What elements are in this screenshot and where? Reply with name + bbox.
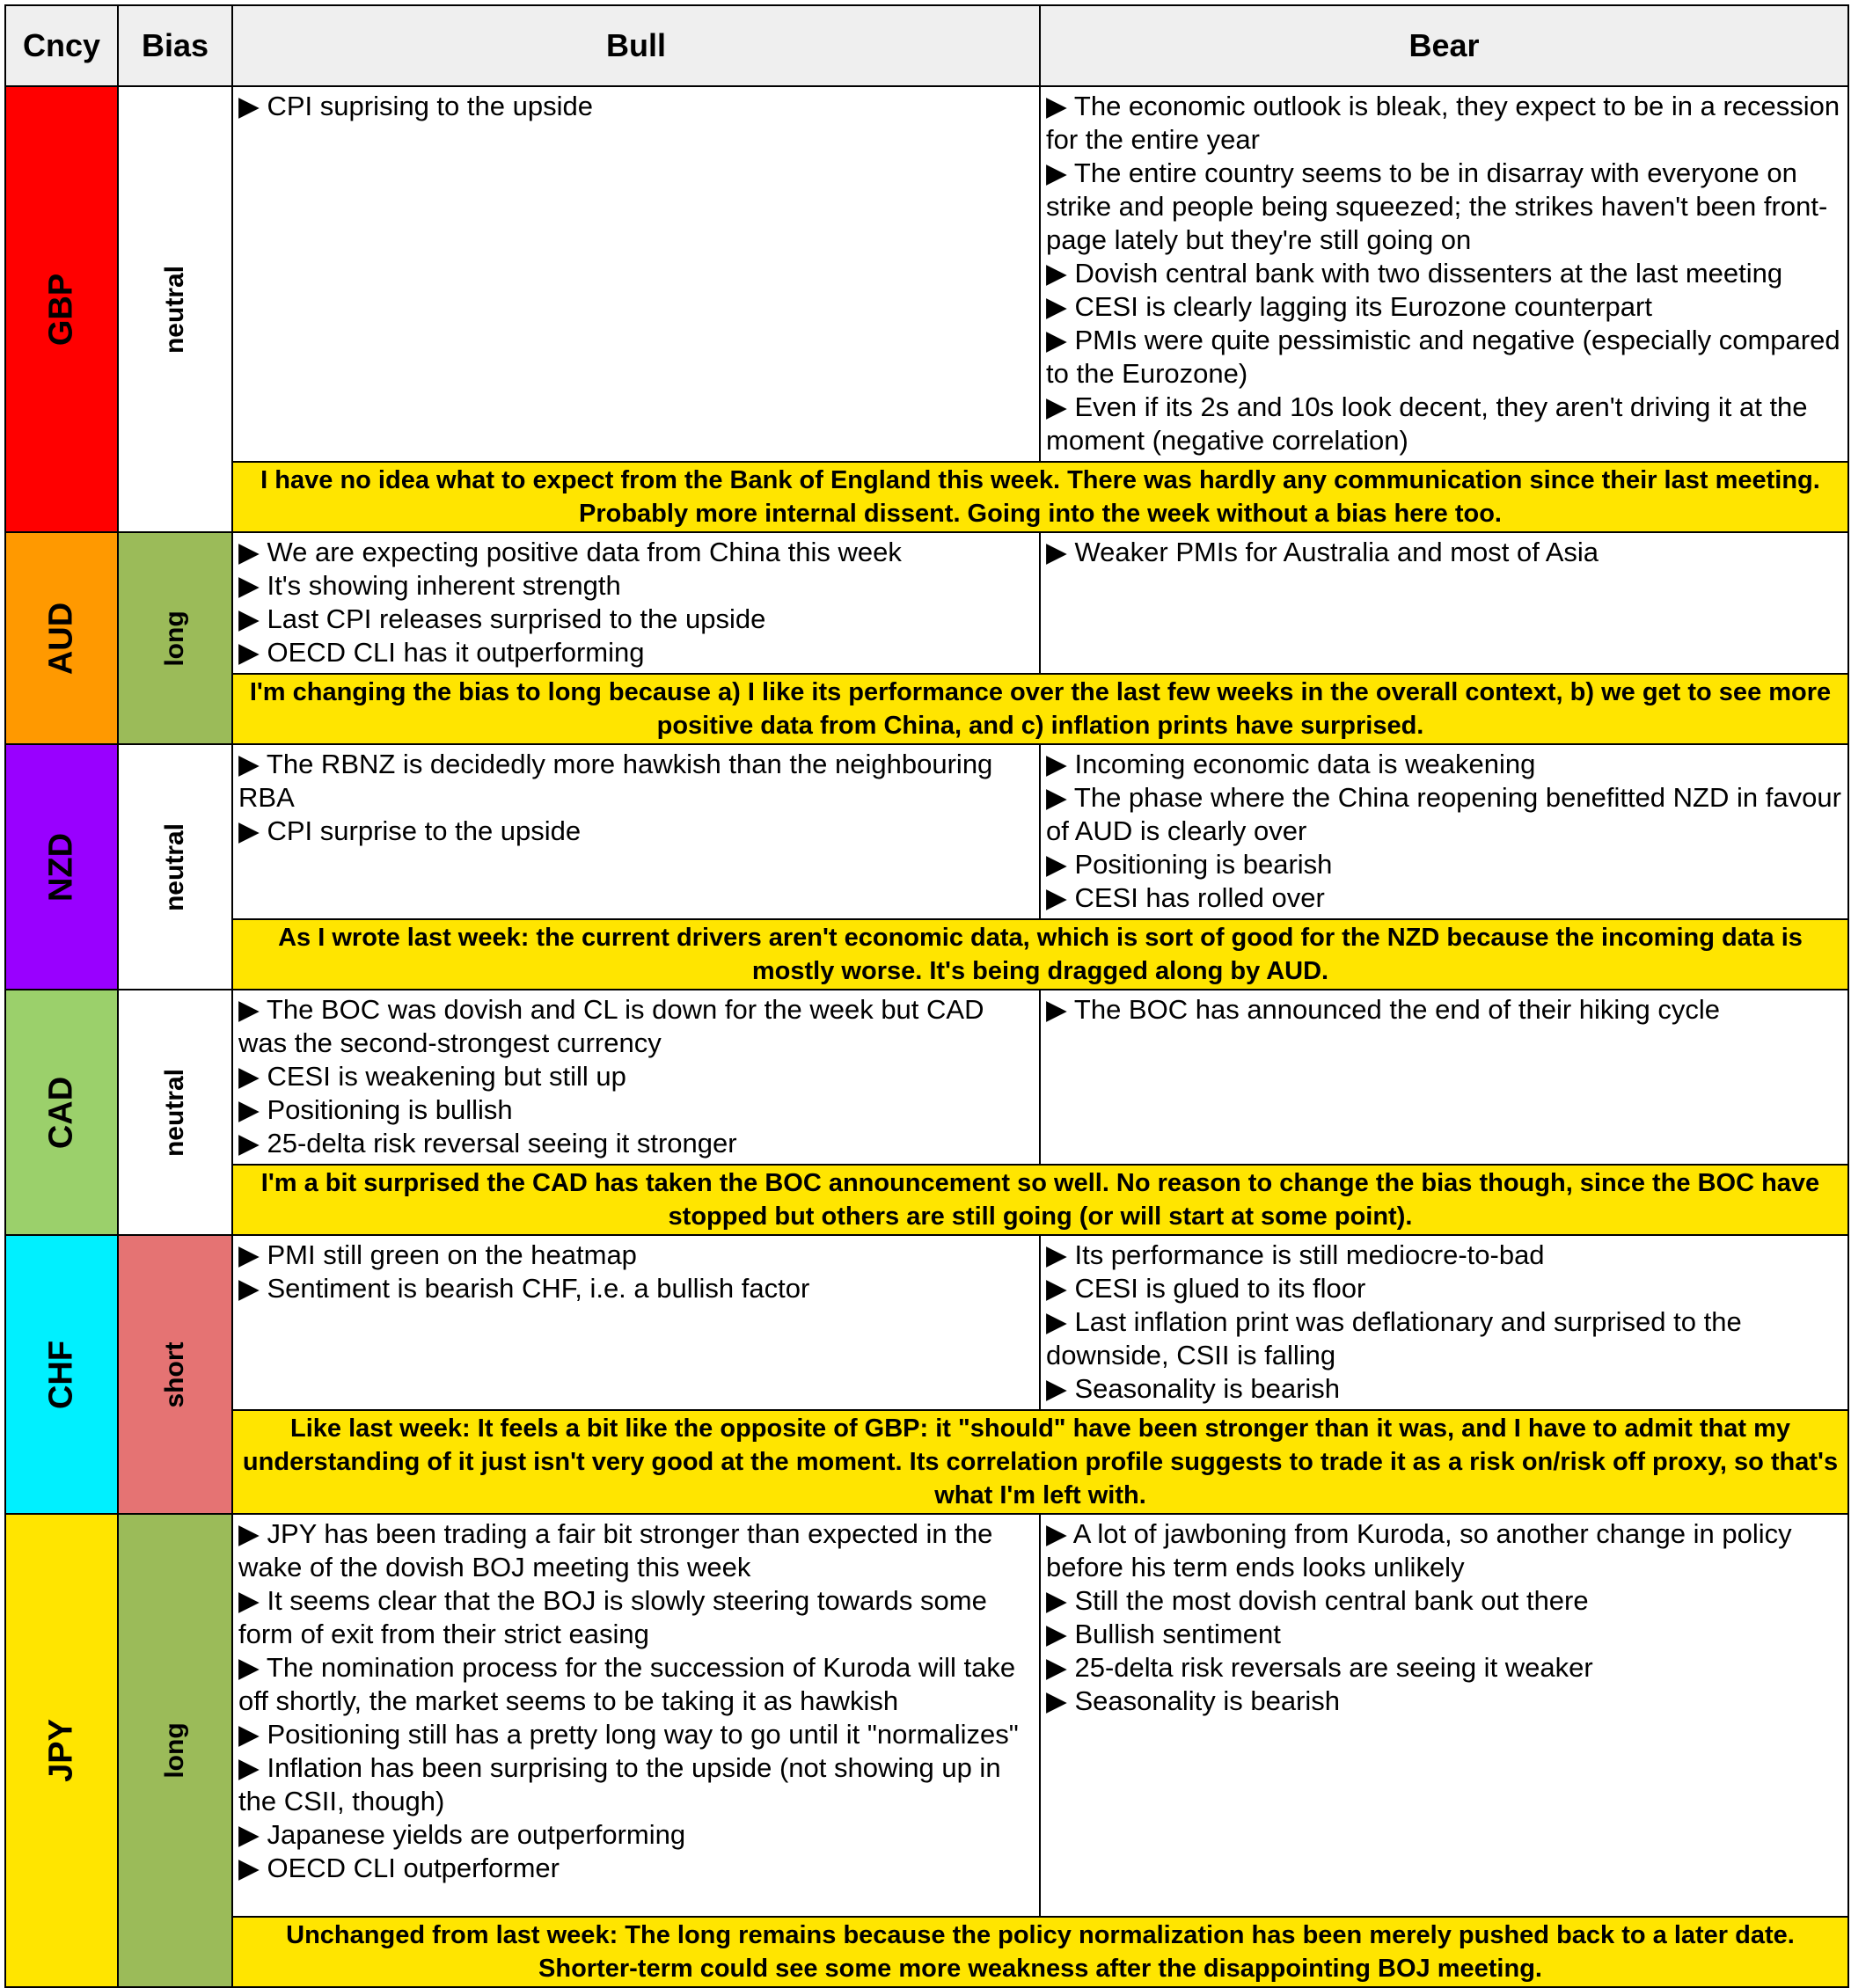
point-text: The phase where the China reopening benefitted NZD in favour of AUD is clearly over [1046,782,1841,846]
point-item [238,569,1035,603]
point-item [1046,848,1844,881]
point-text: The economic outlook is bleak, they expect to be in a recession for the entire year [1046,91,1840,155]
bullet-arrow-icon: ▶ [1046,1306,1067,1337]
point-text: The BOC has announced the end of their hiking cycle [1073,994,1721,1025]
bullet-arrow-icon: ▶ [238,570,260,601]
bias-value: long [160,610,189,667]
point-text: Sentiment is bearish CHF, i.e. a bullish factor [267,1273,810,1304]
point-text: Last inflation print was deflationary and surprised to the downside, CSII is falling [1046,1306,1742,1370]
point-item [238,90,1035,123]
bear-points [1040,990,1848,1165]
bullet-arrow-icon: ▶ [1046,1585,1067,1616]
point-text: Positioning is bullish [267,1094,513,1125]
point-item [1046,1517,1844,1584]
currency-cell [5,990,118,1235]
point-item [238,1272,1035,1305]
currency-code: CHF [42,1340,80,1409]
currency-cell [5,532,118,744]
bear-points [1040,532,1848,674]
point-text: PMIs were quite pessimistic and negative (especially compared to the Eurozone) [1046,325,1840,389]
point-text: 25-delta risk reversal seeing it stronger [267,1128,737,1158]
point-text: 25-delta risk reversals are seeing it weaker [1074,1652,1593,1683]
point-item [1046,290,1844,324]
point-item [1046,1618,1844,1651]
summary-note: I have no idea what to expect from the Bank of England this week. There was hardly any communication since their last meeting. Probably more internal dissent. Going into the week without a bias here too. [232,462,1848,532]
bullet-arrow-icon: ▶ [1046,157,1067,188]
bullet-arrow-icon: ▶ [1046,1273,1067,1304]
point-item [1046,993,1844,1027]
bias-cell [118,1235,232,1514]
bullet-arrow-icon: ▶ [238,1061,260,1092]
bull-points [232,744,1040,919]
point-item [238,1852,1035,1885]
bull-points [232,990,1040,1165]
bullet-arrow-icon: ▶ [238,637,260,668]
bullet-arrow-icon: ▶ [238,537,260,567]
bear-points [1040,744,1848,919]
bullet-arrow-icon: ▶ [238,994,260,1025]
bias-cell [118,1514,232,1987]
point-item [238,1127,1035,1160]
currency-code: JPY [42,1719,80,1782]
point-text: CESI has rolled over [1074,882,1325,913]
currency-row-cad [5,990,1848,1165]
point-item [1046,881,1844,915]
point-text: CPI surprise to the upside [267,815,582,846]
bias-value: short [160,1341,189,1407]
header-bull: Bull [232,5,1040,86]
bullet-arrow-icon: ▶ [1046,1239,1067,1270]
point-item [1046,1372,1844,1406]
point-item [1046,748,1844,781]
point-text: Still the most dovish central bank out there [1074,1585,1589,1616]
point-item [1046,257,1844,290]
header-cncy: Cncy [5,5,118,86]
point-text: Last CPI releases surprised to the upside [267,603,766,634]
point-text: CPI suprising to the upside [267,91,593,121]
point-text: OECD CLI outperformer [267,1853,560,1883]
bias-cell [118,744,232,990]
point-item [1046,1584,1844,1618]
point-item [238,1060,1035,1093]
point-item [238,993,1035,1060]
bias-value: neutral [160,822,189,911]
point-text: Incoming economic data is weakening [1074,749,1536,779]
point-item [238,1818,1035,1852]
currency-code: AUD [42,602,80,675]
point-item [1046,1305,1844,1372]
point-item [238,1584,1035,1651]
currency-row-gbp [5,86,1848,462]
summary-note: I'm changing the bias to long because a) I like its performance over the last few weeks in the overall context, b) we get to see more positive data from China, and c) inflation prints have surprised. [232,674,1848,744]
bear-points [1040,1514,1848,1917]
note-row-cad [5,1165,1848,1235]
point-text: The entire country seems to be in disarray with everyone on strike and people being squeezed; the strikes haven't been front-page lately but they're still going on [1046,157,1828,255]
point-text: Positioning is bearish [1074,849,1333,880]
point-text: It's showing inherent strength [267,570,621,601]
point-text: The RBNZ is decidedly more hawkish than the neighbouring RBA [238,749,993,813]
bullet-arrow-icon: ▶ [238,749,260,779]
point-item [1046,1239,1844,1272]
bull-points [232,532,1040,674]
currency-row-chf [5,1235,1848,1410]
point-text: Japanese yields are outperforming [267,1819,686,1850]
bear-points [1040,86,1848,462]
note-row-aud [5,674,1848,744]
bullet-arrow-icon: ▶ [1046,994,1067,1025]
bullet-arrow-icon: ▶ [1046,1685,1067,1716]
bias-cell [118,86,232,532]
point-item [238,1651,1035,1718]
currency-code: GBP [42,273,80,346]
point-text: Dovish central bank with two dissenters at the last meeting [1074,258,1783,289]
bullet-arrow-icon: ▶ [1046,849,1067,880]
point-text: Seasonality is bearish [1074,1373,1341,1404]
header-bias: Bias [118,5,232,86]
point-text: Its performance is still mediocre-to-bad [1074,1239,1545,1270]
currency-cell [5,86,118,532]
bullet-arrow-icon: ▶ [1046,258,1067,289]
point-text: CESI is glued to its floor [1074,1273,1366,1304]
bullet-arrow-icon: ▶ [238,1819,260,1850]
point-item [1046,1272,1844,1305]
point-item [1046,391,1844,457]
point-text: It seems clear that the BOJ is slowly steering towards some form of exit from their strict easing [238,1585,987,1649]
summary-note: Like last week: It feels a bit like the opposite of GBP: it "should" have been stronger than it was, and I have to admit that my understanding of it just isn't very good at the moment. Its correlation profile suggests to trade it as a risk on/risk off proxy, so that's what I'm left with. [232,1410,1848,1514]
point-item [238,815,1035,848]
bullet-arrow-icon: ▶ [1046,291,1067,322]
point-text: Positioning still has a pretty long way to go until it "normalizes" [267,1719,1019,1750]
point-text: OECD CLI has it outperforming [267,637,645,668]
currency-cell [5,1235,118,1514]
bullet-arrow-icon: ▶ [238,1853,260,1883]
header-bear: Bear [1040,5,1848,86]
point-text: We are expecting positive data from China this week [267,537,902,567]
point-item [238,603,1035,636]
currency-bias-table [4,4,1849,1988]
point-text: Seasonality is bearish [1074,1685,1341,1716]
point-text: Weaker PMIs for Australia and most of Asia [1074,537,1599,567]
point-item [238,1093,1035,1127]
currency-code: NZD [42,832,80,902]
bias-value: neutral [160,1068,189,1157]
point-text: CESI is weakening but still up [267,1061,626,1092]
currency-cell [5,744,118,990]
header-row [5,5,1848,86]
point-text: A lot of jawboning from Kuroda, so another change in policy before his term ends looks unlikely [1046,1518,1792,1582]
bullet-arrow-icon: ▶ [1046,882,1067,913]
bias-cell [118,990,232,1235]
point-item [238,1718,1035,1751]
bullet-arrow-icon: ▶ [1046,1518,1067,1549]
note-row-nzd [5,919,1848,990]
bullet-arrow-icon: ▶ [238,1094,260,1125]
bullet-arrow-icon: ▶ [238,1239,260,1270]
summary-note: As I wrote last week: the current drivers aren't economic data, which is sort of good for the NZD because the incoming data is mostly worse. It's being dragged along by AUD. [232,919,1848,990]
point-text: JPY has been trading a fair bit stronger than expected in the wake of the dovish BOJ meeting this week [238,1518,993,1582]
bullet-arrow-icon: ▶ [1046,1619,1067,1649]
bullet-arrow-icon: ▶ [238,1518,260,1549]
bullet-arrow-icon: ▶ [238,1585,260,1616]
bias-value: neutral [160,265,189,354]
point-item [1046,1651,1844,1685]
bullet-arrow-icon: ▶ [1046,537,1067,567]
point-item [1046,157,1844,257]
note-row-gbp [5,462,1848,532]
currency-cell [5,1514,118,1987]
point-item [1046,536,1844,569]
currency-row-nzd [5,744,1848,919]
bullet-arrow-icon: ▶ [1046,782,1067,813]
point-item [238,748,1035,815]
bear-points [1040,1235,1848,1410]
point-text: Bullish sentiment [1074,1619,1281,1649]
point-item [1046,90,1844,157]
bullet-arrow-icon: ▶ [1046,325,1067,355]
bullet-arrow-icon: ▶ [1046,391,1067,422]
point-text: Even if its 2s and 10s look decent, they aren't driving it at the moment (negative correlation) [1046,391,1808,456]
summary-note: Unchanged from last week: The long remains because the policy normalization has been merely pushed back to a later date. Shorter-term could see some more weakness after the disappointing BOJ meeting. [232,1917,1848,1987]
point-item [238,1239,1035,1272]
bull-points [232,1235,1040,1410]
bullet-arrow-icon: ▶ [238,1652,260,1683]
point-item [1046,324,1844,391]
note-row-chf [5,1410,1848,1514]
bias-cell [118,532,232,744]
currency-row-jpy [5,1514,1848,1917]
bullet-arrow-icon: ▶ [1046,1373,1067,1404]
point-item [1046,1685,1844,1718]
bullet-arrow-icon: ▶ [238,1752,260,1783]
bullet-arrow-icon: ▶ [238,1128,260,1158]
bullet-arrow-icon: ▶ [238,1273,260,1304]
bullet-arrow-icon: ▶ [238,1719,260,1750]
bullet-arrow-icon: ▶ [1046,91,1067,121]
currency-row-aud [5,532,1848,674]
bullet-arrow-icon: ▶ [1046,749,1067,779]
bull-points [232,1514,1040,1917]
bias-value: long [160,1722,189,1779]
note-row-jpy [5,1917,1848,1987]
point-item [238,1751,1035,1818]
currency-code: CAD [42,1076,80,1149]
point-text: The BOC was dovish and CL is down for the week but CAD was the second-strongest currency [238,994,984,1058]
point-item [1046,781,1844,848]
summary-note: I'm a bit surprised the CAD has taken the BOC announcement so well. No reason to change the bias though, since the BOC have stopped but others are still going (or will start at some point). [232,1165,1848,1235]
bullet-arrow-icon: ▶ [238,91,260,121]
point-text: PMI still green on the heatmap [267,1239,637,1270]
point-text: The nomination process for the succession of Kuroda will take off shortly, the market seems to be taking it as hawkish [238,1652,1016,1716]
point-item [238,1517,1035,1584]
point-text: CESI is clearly lagging its Eurozone counterpart [1074,291,1652,322]
bullet-arrow-icon: ▶ [238,815,260,846]
bullet-arrow-icon: ▶ [238,603,260,634]
bullet-arrow-icon: ▶ [1046,1652,1067,1683]
point-item [238,536,1035,569]
point-text: Inflation has been surprising to the upside (not showing up in the CSII, though) [238,1752,1001,1816]
point-item [238,636,1035,669]
bull-points [232,86,1040,462]
